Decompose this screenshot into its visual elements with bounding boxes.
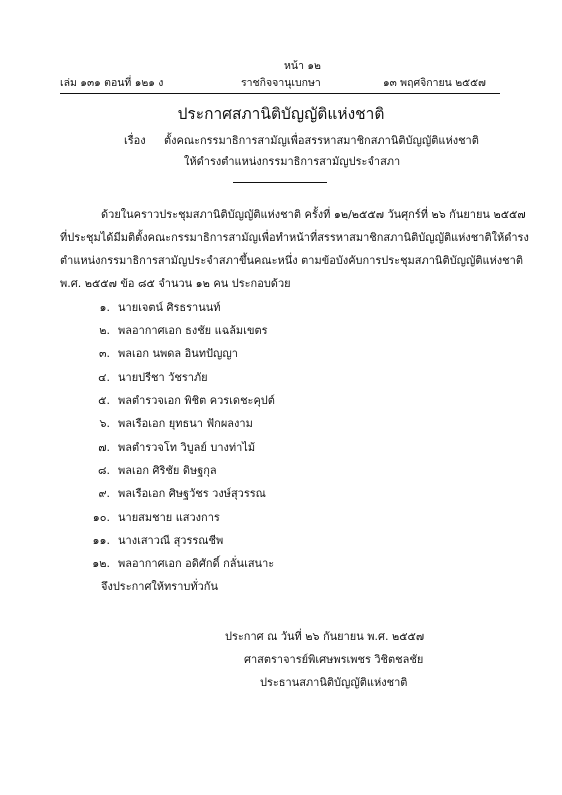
gazette-name: ราชกิจจานุเบกษา [241,77,321,89]
paragraph-line-3: ตำแหน่งกรรมาธิการสามัญประจำสภาขึ้นคณะหนึ่ง ตามข้อบังคับการประชุมสภานิติบัญญัติแห่งชาติ [60,254,523,267]
paragraph-line-1: ด้วยในคราวประชุมสภานิติบัญญัติแห่งชาติ ครั้งที่ ๑๒/๒๕๕๗ วันศุกร์ที่ ๒๖ กันยายน ๒๕๕๗ [101,208,526,221]
member-name: นายปรีชา วัชราภัย [118,371,208,384]
page-title: ประกาศสภานิติบัญญัติแห่งชาติ [177,105,385,123]
member-number: ๖. [99,417,110,430]
subject-line-1: ตั้งคณะกรรมาธิการสามัญเพื่อสรรหาสมาชิกสภานิติบัญญัติแห่งชาติ [164,134,479,147]
announcement-date: ประกาศ ณ วันที่ ๒๖ กันยายน พ.ศ. ๒๕๕๗ [225,630,425,643]
closing-text: จึงประกาศให้ทราบทั่วกัน [101,580,218,593]
member-number: ๑๐. [92,511,110,524]
member-number: ๘. [98,464,110,477]
subject-label: เรื่อง [124,134,146,147]
member-number: ๑๑. [92,534,110,547]
paragraph-line-2: ที่ประชุมได้มีมติตั้งคณะกรรมาธิการสามัญเพื่อทำหน้าที่สรรหาสมาชิกสภานิติบัญญัติแห่งชาติให้ดำรง [60,231,529,244]
member-name: นางเสาวณี สุวรรณชีพ [118,534,224,547]
member-number: ๙. [98,487,110,500]
member-number: ๕. [98,394,110,407]
member-name: พลเรือเอก ศิษฐวัชร วงษ์สุวรรณ [118,487,266,500]
member-name: พลเอก นพดล อินทปัญญา [118,347,238,360]
member-name: พลเอก ศิริชัย ดิษฐกุล [118,464,217,477]
member-name: นายสมชาย แสวงการ [118,511,220,524]
header-rule [60,93,500,94]
member-name: พลอากาศเอก ธงชัย แฉล้มเขตร [118,324,268,337]
member-number: ๗. [98,441,110,454]
page-number: หน้า ๑๒ [284,60,321,72]
member-number: ๔. [98,371,110,384]
member-name: พลตำรวจโท วิบูลย์ บางท่าไม้ [118,441,256,454]
member-name: พลอากาศเอก อดิศักดิ์ กลั่นเสนาะ [118,557,275,570]
member-number: ๒. [99,324,110,337]
title-divider [233,182,327,183]
member-name: พลตำรวจเอก พิชิต ควรเดชะคุปต์ [118,394,275,407]
member-name: นายเจตน์ ศิรธรานนท์ [118,301,221,314]
volume-info: เล่ม ๑๓๑ ตอนที่ ๑๒๑ ง [60,77,164,89]
signatory-position: ประธานสภานิติบัญญัติแห่งชาติ [260,676,408,689]
gazette-date: ๑๓ พฤศจิกายน ๒๕๕๗ [383,77,486,89]
member-number: ๑. [99,301,110,314]
paragraph-line-4: พ.ศ. ๒๕๕๗ ข้อ ๘๕ จำนวน ๑๒ คน ประกอบด้วย [60,277,291,290]
member-number: ๓. [98,347,110,360]
signatory-name: ศาสตราจารย์พิเศษพรเพชร วิชิตชลชัย [244,653,424,666]
subject-line-2: ให้ดำรงตำแหน่งกรรมาธิการสามัญประจำสภา [184,155,401,168]
member-number: ๑๒. [92,557,110,570]
member-name: พลเรือเอก ยุทธนา ฟักผลงาม [118,417,253,430]
